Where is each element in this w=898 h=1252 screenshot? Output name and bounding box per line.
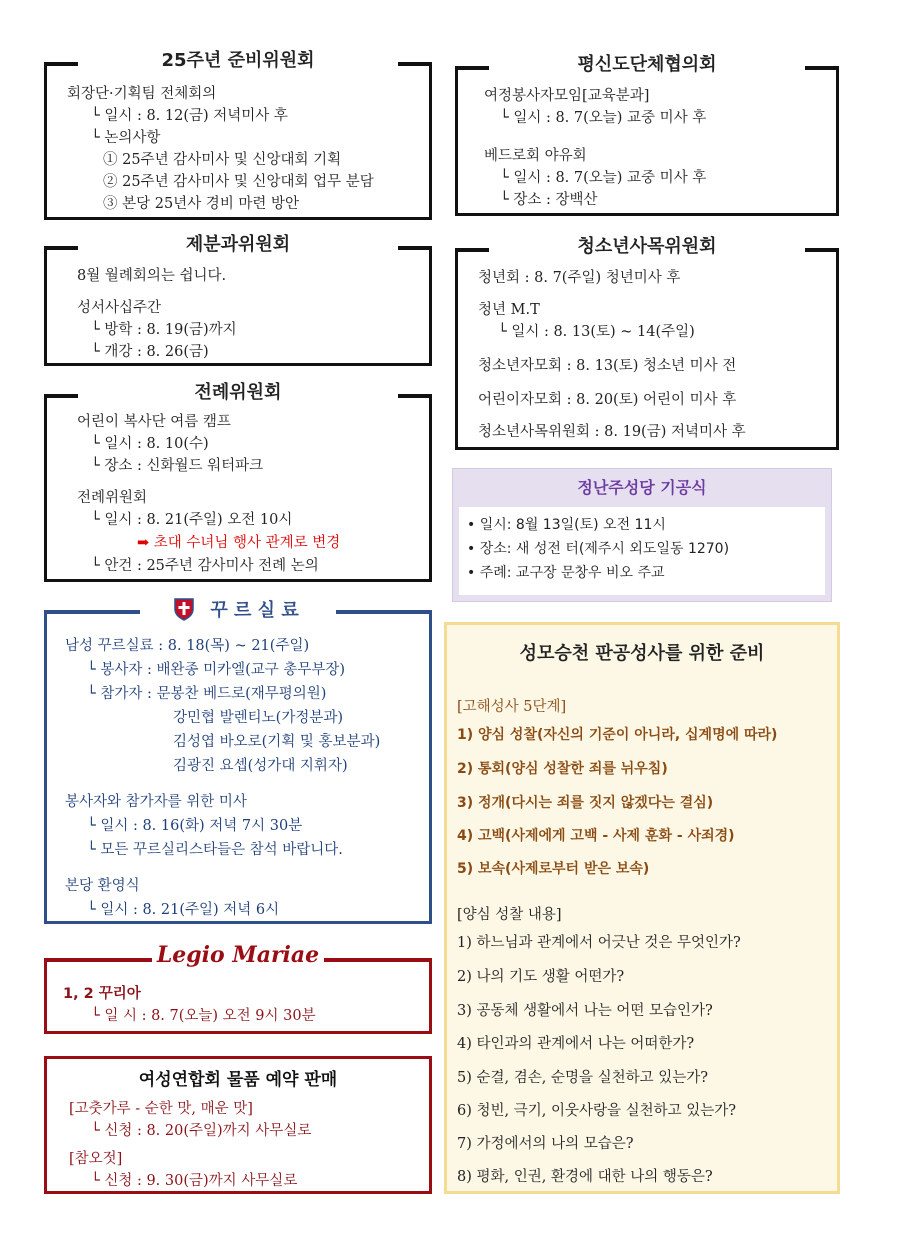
cursillo-emblem-icon bbox=[173, 597, 195, 621]
altar-line: └ 방학 : 8. 19(금)까지 bbox=[91, 322, 237, 338]
lay-box bbox=[455, 54, 839, 216]
assumption-box bbox=[444, 622, 840, 1194]
prep25-line: └ 논의사항 bbox=[91, 130, 161, 146]
groundbreaking-box bbox=[452, 468, 832, 602]
cursillo-line: 남성 꾸르실료 : 8. 18(목) ~ 21(주일) bbox=[65, 638, 310, 654]
youth-line: 청년 M.T bbox=[478, 302, 540, 318]
cursillo-header bbox=[47, 596, 429, 624]
youth-line: └ 일시 : 8. 13(토) ~ 14(주일) bbox=[498, 324, 695, 340]
confession-step: 4) 고백(사제에게 고백 - 사제 훈화 - 사죄경) bbox=[457, 828, 735, 844]
legio-line: └ 일 시 : 8. 7(오늘) 오전 9시 30분 bbox=[91, 1008, 316, 1024]
prep25-line: 회장단·기획팀 전체회의 bbox=[67, 86, 217, 102]
assumption-title: 성모승천 판공성사를 위한 준비 bbox=[519, 643, 765, 664]
groundbreaking-body bbox=[459, 507, 825, 595]
examination-question: 8) 평화, 인권, 환경에 대한 나의 행동은? bbox=[457, 1169, 713, 1185]
examination-question: 6) 청빈, 극기, 이웃사랑을 실천하고 있는가? bbox=[457, 1103, 737, 1119]
liturgy-line: └ 장소 : 신화월드 워터파크 bbox=[91, 458, 264, 474]
prep25-line: ① 25주년 감사미사 및 신앙대회 기획 bbox=[103, 152, 342, 168]
legio-title: Legio Mariae bbox=[156, 942, 320, 968]
cursillo-line: └ 봉사자 : 배완종 미카엘(교구 총무부장) bbox=[87, 662, 346, 678]
confession-step: 5) 보속(사제로부터 받은 보속) bbox=[457, 861, 650, 877]
groundbreaking-title: 정난주성당 기공식 bbox=[577, 478, 707, 497]
youth-line: 어린이자모회 : 8. 20(토) 어린이 미사 후 bbox=[478, 392, 737, 408]
altar-line: └ 개강 : 8. 26(금) bbox=[91, 344, 209, 360]
examination-question: 2) 나의 기도 생활 어떤가? bbox=[457, 969, 625, 985]
examination-question: 5) 순결, 겸손, 순명을 실천하고 있는가? bbox=[457, 1070, 709, 1086]
altar-line: 8월 월례회의는 쉽니다. bbox=[77, 268, 227, 284]
cursillo-line: └ 일시 : 8. 16(화) 저녁 7시 30분 bbox=[87, 818, 303, 834]
women-line: [참오젓] bbox=[69, 1151, 123, 1167]
examination-question: 7) 가정에서의 나의 모습은? bbox=[457, 1136, 634, 1152]
liturgy-line: └ 안건 : 25주년 감사미사 전례 논의 bbox=[91, 558, 319, 574]
altar-box bbox=[44, 234, 432, 366]
women-line: └ 신청 : 9. 30(금)까지 사무실로 bbox=[91, 1173, 298, 1189]
lay-line: 여정봉사자모임[교육분과] bbox=[484, 88, 650, 104]
examination-question: 4) 타인과의 관계에서 나는 어떠한가? bbox=[457, 1036, 695, 1052]
cursillo-box bbox=[44, 600, 432, 924]
altar-title: 제분과위원회 bbox=[185, 234, 291, 255]
women-line: └ 신청 : 8. 20(주일)까지 사무실로 bbox=[91, 1123, 312, 1139]
cursillo-line: └ 일시 : 8. 21(주일) 저녁 6시 bbox=[87, 902, 280, 918]
youth-title: 청소년사목위원회 bbox=[577, 236, 717, 257]
prep25-box bbox=[44, 50, 432, 220]
groundbreaking-line: • 장소: 새 성전 터(제주시 외도일동 1270) bbox=[467, 541, 730, 557]
lay-title: 평신도단체협의회 bbox=[577, 54, 717, 75]
confession-step: 2) 통회(양심 성찰한 죄를 뉘우침) bbox=[457, 761, 668, 777]
liturgy-box bbox=[44, 382, 432, 582]
legio-line: 1, 2 꾸리아 bbox=[63, 986, 141, 1002]
examination-question: 3) 공동체 생활에서 나는 어떤 모습인가? bbox=[457, 1003, 713, 1019]
cursillo-line: └ 모든 꾸르실리스타들은 참석 바랍니다. bbox=[87, 842, 343, 858]
cursillo-line: 김광진 요셉(성가대 지휘자) bbox=[173, 758, 348, 774]
youth-line: 청소년자모회 : 8. 13(토) 청소년 미사 전 bbox=[478, 358, 737, 374]
cursillo-line: └ 참가자 : 문봉찬 베드로(재무평의원) bbox=[87, 686, 327, 702]
examination-question: 1) 하느님과 관계에서 어긋난 것은 무엇인가? bbox=[457, 935, 741, 951]
lay-line: └ 일시 : 8. 7(오늘) 교중 미사 후 bbox=[500, 170, 707, 186]
women-line: [고춧가루 - 순한 맛, 매운 맛] bbox=[69, 1101, 253, 1117]
women-box bbox=[44, 1056, 432, 1194]
youth-box bbox=[455, 236, 839, 450]
lay-line: 베드로회 야유회 bbox=[484, 148, 587, 164]
lay-line: └ 일시 : 8. 7(오늘) 교중 미사 후 bbox=[500, 110, 707, 126]
youth-line: 청소년사목위원회 : 8. 19(금) 저녁미사 후 bbox=[478, 424, 746, 440]
cursillo-line: 봉사자와 참가자를 위한 미사 bbox=[65, 794, 247, 810]
cursillo-line: 본당 환영식 bbox=[65, 878, 140, 894]
prep25-line: ③ 본당 25년사 경비 마련 방안 bbox=[103, 196, 300, 212]
youth-line: 청년회 : 8. 7(주일) 청년미사 후 bbox=[478, 270, 681, 286]
altar-line: 성서사십주간 bbox=[77, 300, 162, 316]
liturgy-change-note: ➡ 초대 수녀님 행사 관계로 변경 bbox=[137, 535, 341, 551]
prep25-line: └ 일시 : 8. 12(금) 저녁미사 후 bbox=[91, 108, 288, 124]
liturgy-line: └ 일시 : 8. 21(주일) 오전 10시 bbox=[91, 512, 293, 528]
liturgy-line: 어린이 복사단 여름 캠프 bbox=[77, 414, 231, 430]
liturgy-line: 전례위원회 bbox=[77, 490, 148, 506]
assumption-heading: [고해성사 5단계] bbox=[457, 699, 567, 715]
confession-step: 3) 정개(다시는 죄를 짓지 않겠다는 결심) bbox=[457, 795, 714, 811]
confession-step: 1) 양심 성찰(자신의 기준이 아니라, 십계명에 따라) bbox=[457, 727, 778, 743]
lay-line: └ 장소 : 장백산 bbox=[500, 192, 598, 208]
legio-box bbox=[44, 942, 432, 1034]
liturgy-title: 전례위원회 bbox=[194, 382, 282, 403]
prep25-title: 25주년 준비위원회 bbox=[161, 50, 315, 71]
assumption-heading: [양심 성찰 내용] bbox=[457, 907, 562, 923]
cursillo-line: 강민협 발렌티노(가정분과) bbox=[173, 710, 343, 726]
liturgy-line: └ 일시 : 8. 10(수) bbox=[91, 436, 209, 452]
cursillo-title: 꾸 르 실 료 bbox=[206, 596, 302, 622]
women-title: 여성연합회 물품 예약 판매 bbox=[138, 1070, 338, 1090]
groundbreaking-line: • 일시: 8월 13일(토) 오전 11시 bbox=[467, 517, 666, 533]
prep25-line: ② 25주년 감사미사 및 신앙대회 업무 분담 bbox=[103, 174, 374, 190]
groundbreaking-line: • 주례: 교구장 문창우 비오 주교 bbox=[467, 565, 665, 581]
cursillo-line: 김성엽 바오로(기획 및 홍보분과) bbox=[173, 734, 381, 750]
